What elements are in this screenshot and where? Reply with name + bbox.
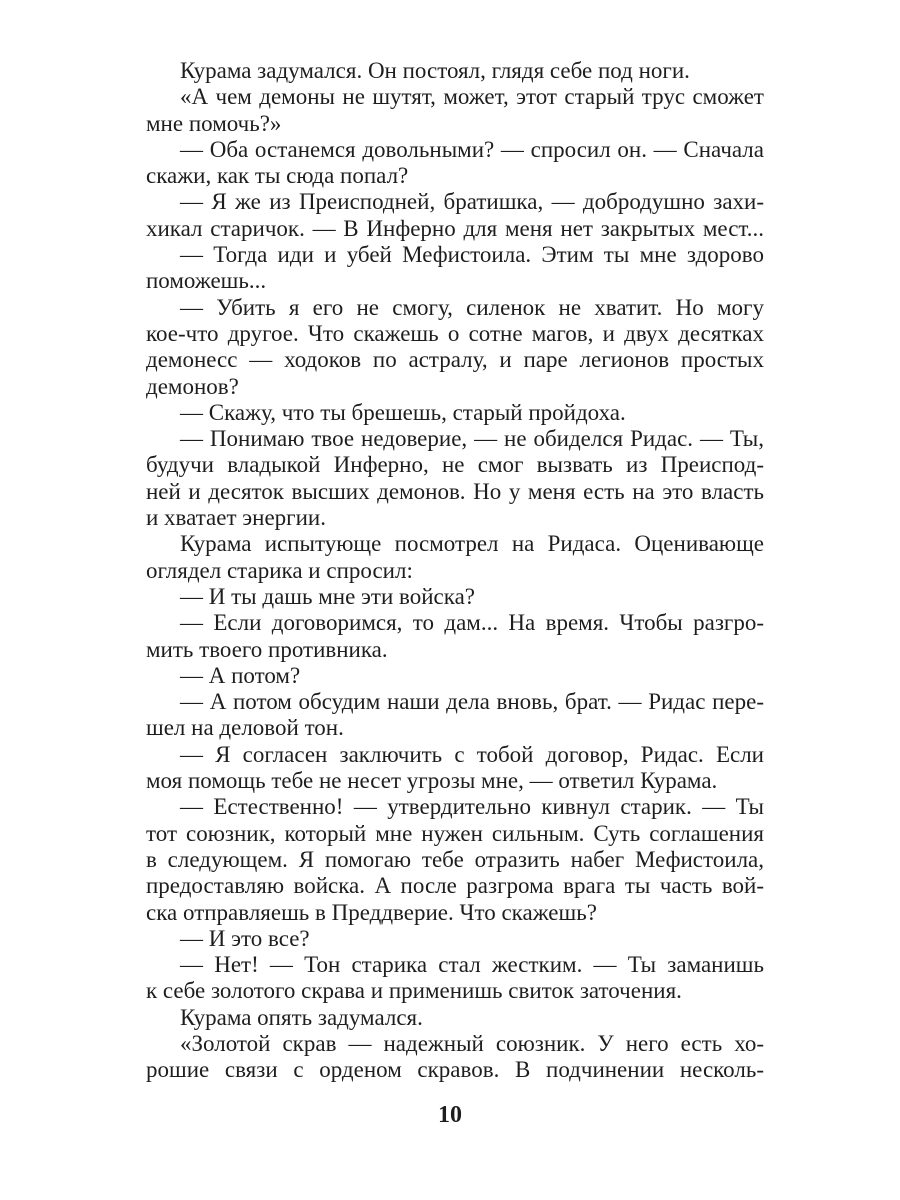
- text-line: «Золотой скрав — надежный союзник. У него есть хо-: [180, 1030, 764, 1056]
- text-line: — Я же из Преисподней, братишка, — добродушно захи-: [180, 189, 764, 215]
- text-line: — Скажу, что ты брешешь, старый пройдоха.: [180, 399, 626, 425]
- text-line: Курама испытующе посмотрел на Ридаса. Оценивающе: [180, 531, 764, 557]
- text-line: скажи, как ты сюда попал?: [146, 163, 409, 189]
- text-line: — И это все?: [180, 925, 310, 951]
- text-line: ска отправляешь в Преддверие. Что скажешь?: [146, 899, 597, 925]
- text-line: и хватает энергии.: [146, 505, 326, 531]
- text-line: оглядел старика и спросил:: [146, 557, 413, 583]
- page-number: 10: [438, 1102, 462, 1128]
- text-line: шел на деловой тон.: [146, 715, 344, 741]
- text-line: будучи владыкой Инферно, не смог вызвать из Преиспод-: [146, 452, 764, 478]
- text-line: — Естественно! — утвердительно кивнул старик. — Ты: [180, 794, 764, 820]
- text-line: поможешь...: [146, 268, 267, 294]
- text-line: — Убить я его не смогу, силенок не хватит. Но могу: [180, 294, 764, 320]
- text-line: — Если договоримся, то дам... На время. Чтобы разгро-: [180, 610, 764, 636]
- text-line: — Оба останемся довольными? — спросил он. — Сначала: [180, 136, 764, 162]
- text-line: Курама задумался. Он постоял, глядя себе под ноги.: [180, 58, 690, 83]
- text-line: тот союзник, который мне нужен сильным. Суть соглашения: [146, 820, 764, 846]
- text-line: — Я согласен заключить с тобой договор, Ридас. Если: [180, 741, 764, 767]
- text-line: — И ты дашь мне эти войска?: [180, 583, 475, 609]
- text-line: кое-что другое. Что скажешь о сотне магов, и двух десятках: [146, 320, 764, 346]
- text-line: в следующем. Я помогаю тебе отразить набег Мефистоила,: [146, 846, 764, 872]
- text-line: моя помощь тебе не несет угрозы мне, — ответил Курама.: [146, 768, 718, 794]
- text-line: хикал старичок. — В Инферно для меня нет закрытых мест...: [146, 215, 764, 241]
- text-line: Курама опять задумался.: [180, 1004, 423, 1030]
- text-line: демонов?: [146, 373, 239, 399]
- text-line: предоставляю войска. А после разгрома врага ты часть вой-: [146, 873, 764, 899]
- body-text: [146, 58, 764, 1084]
- text-line: — А потом обсудим наши дела вновь, брат. — Ридас пере-: [180, 689, 764, 715]
- text-line: демонесс — ходоков по астралу, и паре легионов простых: [146, 347, 764, 373]
- text-line: «А чем демоны не шутят, может, этот старый трус сможет: [180, 84, 764, 110]
- text-line: — Тогда иди и убей Мефистоила. Этим ты мне здорово: [180, 242, 764, 268]
- text-line: мне помочь?»: [146, 110, 282, 136]
- text-line: — А потом?: [180, 662, 301, 688]
- text-line: к себе золотого скрава и применишь свиток заточения.: [146, 978, 682, 1004]
- text-line: мить твоего противника.: [146, 636, 388, 662]
- text-line: — Нет! — Тон старика стал жестким. — Ты заманишь: [180, 952, 764, 978]
- text-line: — Понимаю твое недоверие, — не обиделся Ридас. — Ты,: [180, 426, 764, 452]
- text-line: ней и десяток высших демонов. Но у меня есть на это власть: [146, 478, 764, 504]
- text-line: рошие связи с орденом скравов. В подчинении несколь-: [146, 1057, 764, 1083]
